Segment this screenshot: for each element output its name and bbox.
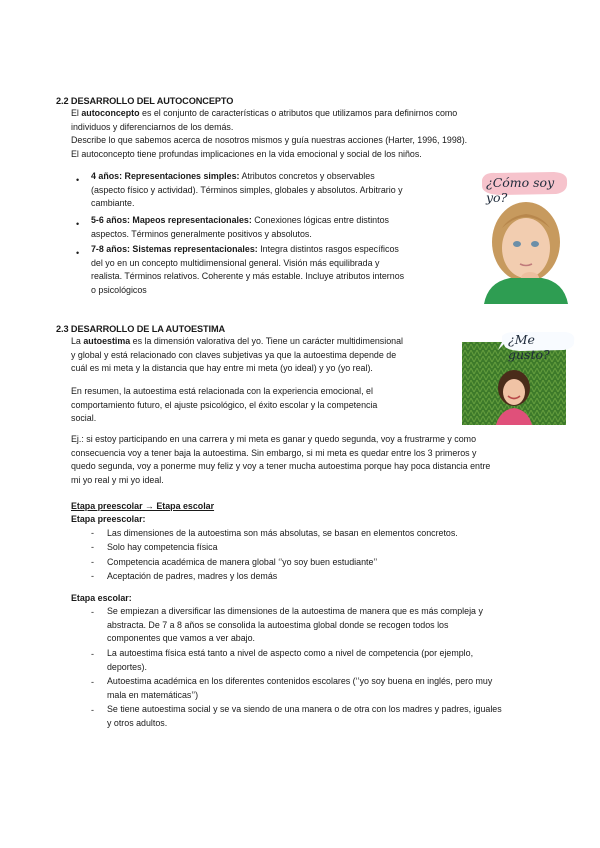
girl-thinking-image: [476, 170, 572, 304]
autoestima-summary: En resumen, la autoestima está relacionada con la experiencia emocional, el comportamiento futuro, el ajuste psicológico, el éxito escolar y la competencia social.: [71, 386, 378, 424]
como-soy-yo-caption: ¿Cómo soy yo?: [486, 175, 555, 205]
dash-marker: -: [91, 705, 94, 715]
intro-line: individuos y diferenciarnos de los demás.: [71, 121, 234, 132]
autoconcepto-intro: [71, 107, 543, 161]
intro-line: El autoconcepto es el conjunto de características o atributos que utilizamos para definirnos como: [71, 108, 458, 118]
etapas-heading: Etapa preescolar → Etapa escolar: [71, 501, 215, 511]
escolar-item: Se tiene autoestima social y se va siendo de una manera o de otra con los madres y padres, iguales y otros adultos.: [107, 704, 502, 728]
me-gusto-caption: ¿Me gusto?: [508, 332, 550, 362]
girl-on-grass-image: [462, 332, 576, 425]
escolar-item: La autoestima física está tanto a nivel de aspecto como a nivel de competencia (por ejemplo, deportes).: [107, 648, 474, 672]
etapa-escolar-title: Etapa escolar:: [71, 593, 132, 603]
preescolar-item: Aceptación de padres, madres y los demás: [107, 571, 278, 581]
preescolar-item: Las dimensiones de la autoestima son más absolutas, se basan en elementos concretos.: [107, 528, 458, 538]
section-title-autoestima: 2.3 DESARROLLO DE LA AUTOESTIMA: [56, 324, 226, 334]
intro-line: Describe lo que sabemos acerca de nosotros mismos y guía nuestras acciones (Harter, 1996, 1998).: [71, 135, 468, 146]
section-title-autoconcepto: 2.2 DESARROLLO DEL AUTOCONCEPTO: [56, 96, 234, 106]
bullet-dot: •: [76, 248, 80, 258]
escolar-item: Autoestima académica en los diferentes contenidos escolares (‘’yo soy buena en inglés, pero muy mala en matemáticas’’): [107, 676, 493, 700]
intro-line: El autoconcepto tiene profundas implicaciones en la vida emocional y social de los niños.: [71, 148, 422, 159]
bullet-dot: •: [76, 219, 80, 229]
preescolar-item: Competencia académica de manera global ‘’yo soy buen estudiante’’: [107, 557, 378, 567]
etapa-preescolar-title: Etapa preescolar:: [71, 514, 146, 524]
bullet-7-8-anos: 7-8 años: Sistemas representacionales: Integra distintos rasgos específicos del yo en un concepto multidimensional general. Visión más equilibrada y realista. Términos relativos. Coherente y más estable. Incluye atributos internos o psicológicos: [91, 244, 405, 295]
dash-marker: -: [91, 557, 94, 567]
bullet-5-6-anos: 5-6 años: Mapeos representacionales: Conexiones lógicas entre distintos aspectos. Términos generalmente positivos y absolutos.: [91, 215, 389, 239]
dash-marker: -: [91, 542, 94, 552]
dash-marker: -: [91, 607, 94, 617]
autoestima-example: Ej.: si estoy participando en una carrera y mi meta es ganar y quedo segunda, voy a frustrarme y como consecuencia voy a tener baja la autoestima. Sin embargo, si mi meta es quedar entre los 3 primeros y quedo segunda, voy a ponerme muy feliz y voy a tener mucha autoestima porque hay poca distancia entre mi yo real y mi yo ideal.: [71, 434, 491, 485]
preescolar-item: Solo hay competencia física: [107, 542, 218, 552]
bullet-dot: •: [76, 175, 80, 185]
dash-marker: -: [91, 677, 94, 687]
dash-marker: -: [91, 649, 94, 659]
escolar-item: Se empiezan a diversificar las dimensiones de la autoestima de manera que es más compleja y abstracta. De 7 a 8 años se consolida la autoestima global donde se recogen todos los componentes que vamos a ver abajo.: [107, 606, 483, 644]
dash-marker: -: [91, 528, 94, 538]
autoestima-intro: La autoestima es la dimensión valorativa del yo. Tiene un carácter multidimensional y global y está relacionado con claves subjetivas ya que la autoestima depende de cuál es mi meta y la distancia que hay entre mi meta (yo ideal) y yo (yo real).: [71, 336, 404, 374]
dash-marker: -: [91, 571, 94, 581]
bullet-4-anos: 4 años: Representaciones simples: Atributos concretos y observables (aspecto físico y actividad). Términos simples, globales y absolutos. Arbitrario y cambiante.: [91, 171, 403, 209]
